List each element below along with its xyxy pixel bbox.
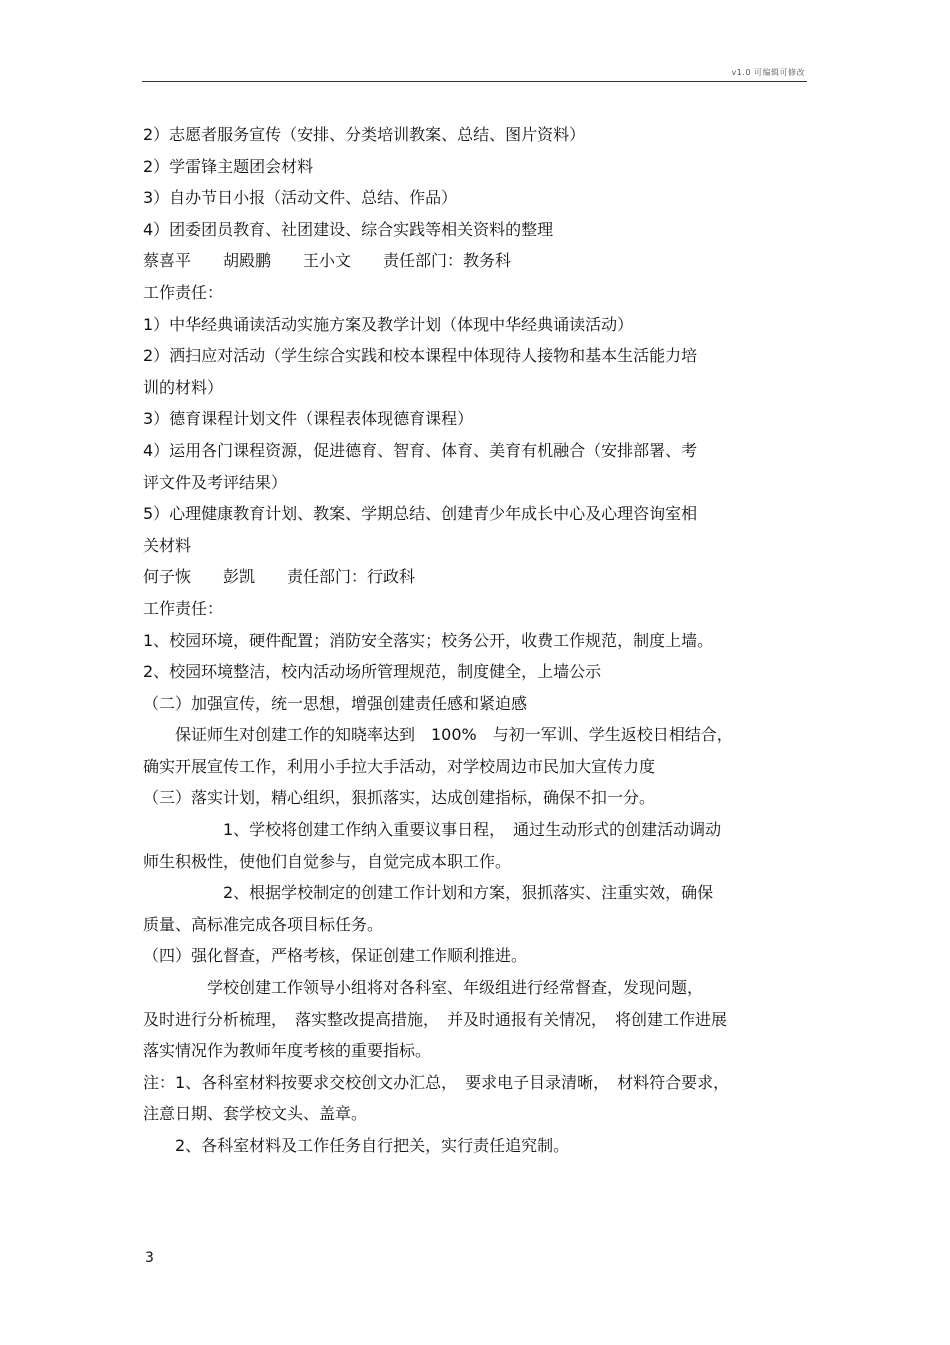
header-version-label: v1.0 可编辑可修改: [731, 68, 805, 77]
body-line: 2、根据学校制定的创建工作计划和方案，狠抓落实、注重实效，确保: [143, 883, 714, 903]
body-line: 质量、高标准完成各项目标任务。: [143, 914, 384, 934]
body-line: 确实开展宣传工作，利用小手拉大手活动，对学校周边市民加大宣传力度: [143, 756, 656, 776]
header-divider: [142, 81, 807, 82]
body-line: 蔡喜平 胡殿鹏 王小文 责任部门：教务科: [143, 251, 512, 271]
body-line: 2）洒扫应对活动（学生综合实践和校本课程中体现待人接物和基本生活能力培: [143, 346, 698, 366]
body-line: 3）德育课程计划文件（课程表体现德育课程）: [143, 409, 474, 429]
body-line: 关材料: [143, 535, 192, 555]
body-line: 注：1、各科室材料按要求交校创文办汇总， 要求电子目录清晰， 材料符合要求，: [143, 1072, 730, 1092]
body-line: 1、学校将创建工作纳入重要议事日程， 通过生动形式的创建活动调动: [143, 820, 722, 840]
body-line: 4）运用各门课程资源，促进德育、智育、体育、美育有机融合（安排部署、考: [143, 440, 698, 460]
body-line: （三）落实计划，精心组织，狠抓落实，达成创建指标，确保不扣一分。: [143, 788, 656, 808]
body-line: 5）心理健康教育计划、教案、学期总结、创建青少年成长中心及心理咨询室相: [143, 504, 698, 524]
body-line: 保证师生对创建工作的知晓率达到 100% 与初一军训、学生返校日相结合，: [143, 725, 733, 745]
body-line: 及时进行分析梳理， 落实整改提高措施， 并及时通报有关情况， 将创建工作进展: [143, 1009, 728, 1029]
body-line: 2）志愿者服务宣传（安排、分类培训教案、总结、图片资料）: [143, 125, 586, 144]
body-line: 学校创建工作领导小组将对各科室、年级组进行经常督查，发现问题，: [143, 978, 704, 998]
body-line: 3）自办节日小报（活动文件、总结、作品）: [143, 188, 458, 208]
document-body: [143, 119, 808, 1162]
body-line: 工作责任：: [143, 282, 224, 302]
body-line: （四）强化督查，严格考核，保证创建工作顺利推进。: [143, 946, 528, 966]
body-line: 4）团委团员教育、社团建设、综合实践等相关资料的整理: [143, 219, 554, 239]
body-line: 工作责任：: [143, 598, 224, 618]
body-line: 2、各科室材料及工作任务自行把关，实行责任追究制。: [143, 1136, 570, 1155]
body-line: 何子恢 彭凯 责任部门：行政科: [143, 567, 416, 587]
body-line: （二）加强宣传，统一思想，增强创建责任感和紧迫感: [143, 693, 528, 713]
body-line: 落实情况作为教师年度考核的重要指标。: [143, 1041, 432, 1061]
body-line: 评文件及考评结果）: [143, 472, 288, 492]
page-number: 3: [145, 1250, 154, 1266]
body-line: 1）中华经典诵读活动实施方案及教学计划（体现中华经典诵读活动）: [143, 314, 634, 334]
body-line: 注意日期、套学校文头、盖章。: [143, 1104, 368, 1124]
body-line: 2）学雷锋主题团会材料: [143, 156, 314, 176]
body-line: 师生积极性，使他们自觉参与，自觉完成本职工作。: [143, 851, 512, 871]
body-line: 1、校园环境，硬件配置；消防安全落实；校务公开，收费工作规范，制度上墙。: [143, 630, 714, 650]
body-line: 2、校园环境整洁，校内活动场所管理规范，制度健全，上墙公示: [143, 662, 602, 682]
body-line: 训的材料）: [143, 377, 224, 397]
